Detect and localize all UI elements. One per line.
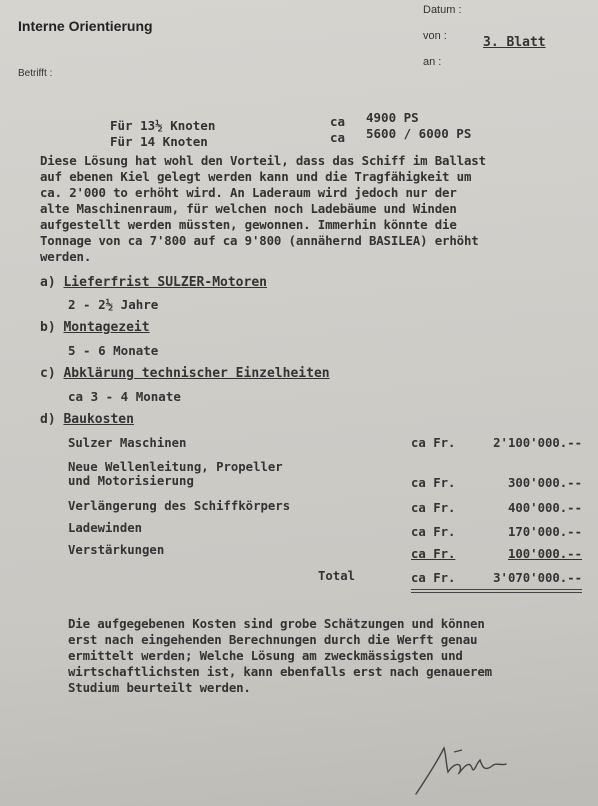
section-value: 2 - 2½ Jahre — [68, 297, 159, 312]
form-title: Interne Orientierung — [18, 18, 153, 34]
paragraph-line: werden. — [40, 249, 92, 264]
speed-ca: ca — [330, 114, 346, 129]
cost-label-cont: und Motorisierung — [68, 474, 194, 488]
page-number: 3. Blatt — [483, 35, 546, 50]
closing-line: erst nach eingehenden Berechnungen durch die Werft genau — [68, 632, 478, 647]
section-d-heading — [40, 412, 134, 427]
section-b-heading — [40, 320, 150, 335]
closing-line: Die aufgegebenen Kosten sind grobe Schätzungen und können — [68, 616, 485, 631]
cost-amount: 300'000.-- — [507, 476, 582, 490]
handwritten-signature — [410, 742, 520, 802]
closing-line: ermittelt werden; Welche Lösung am zweckmässigsten und — [68, 648, 463, 663]
total-amount: 3'070'000.-- — [493, 571, 582, 585]
section-value: 5 - 6 Monate — [68, 343, 159, 358]
cost-label: Verstärkungen — [68, 543, 165, 557]
betrifft-label: Betrifft : — [18, 68, 53, 79]
paragraph-line: Diese Lösung hat wohl den Vorteil, dass das Schiff im Ballast — [40, 153, 486, 168]
cost-label: Sulzer Maschinen — [68, 436, 187, 450]
section-letter: a) — [40, 275, 56, 290]
paragraph-line: Tonnage von ca 7'800 auf ca 9'800 (annähernd BASILEA) erhöht — [40, 233, 479, 248]
cost-label: Verlängerung des Schiffkörpers — [68, 499, 291, 513]
cost-amount: 170'000.-- — [507, 525, 582, 539]
cost-label: Ladewinden — [68, 521, 143, 535]
cost-currency: ca Fr. — [411, 501, 456, 515]
speed-power: 4900 PS — [366, 110, 419, 125]
section-letter: c) — [40, 366, 56, 381]
cost-currency: ca Fr. — [411, 547, 456, 561]
section-title: Lieferfrist SULZER-Motoren — [63, 275, 267, 290]
closing-line: wirtschaftlichsten ist, kann ebenfalls erst nach genauerem — [68, 664, 492, 679]
total-currency: ca Fr. — [411, 571, 456, 585]
closing-line: Studium beurteilt werden. — [68, 680, 251, 695]
an-label: an : — [423, 56, 442, 68]
speed-label: Für 14 Knoten — [110, 134, 208, 149]
section-letter: d) — [40, 412, 56, 427]
cost-currency: ca Fr. — [411, 476, 456, 490]
section-title: Baukosten — [63, 412, 134, 427]
paragraph-line: ca. 2'000 to erhöht wird. An Laderaum wird jedoch nur der — [40, 185, 457, 200]
datum-label: Datum : — [423, 4, 462, 16]
speed-label: Für 13½ Knoten — [110, 118, 216, 133]
cost-amount: 2'100'000.-- — [493, 436, 582, 450]
total-double-rule — [411, 589, 582, 593]
cost-amount: 400'000.-- — [507, 501, 582, 515]
cost-currency: ca Fr. — [411, 436, 456, 450]
speed-power: 5600 / 6000 PS — [366, 126, 472, 141]
total-label: Total — [318, 569, 356, 583]
section-title: Abklärung technischer Einzelheiten — [63, 366, 330, 381]
von-label: von : — [423, 30, 447, 42]
cost-currency: ca Fr. — [411, 525, 456, 539]
paragraph-line: aufgestellt werden müssten, gewonnen. Immerhin könnte die — [40, 217, 457, 232]
cost-amount: 100'000.-- — [507, 547, 582, 561]
section-value: ca 3 - 4 Monate — [68, 389, 181, 404]
speed-ca: ca — [330, 130, 346, 145]
paragraph-line: auf ebenen Kiel gelegt werden kann und die Tragfähigkeit um — [40, 169, 472, 184]
section-letter: b) — [40, 320, 56, 335]
paragraph-line: alte Maschinenraum, für welchen noch Ladebäume und Winden — [40, 201, 457, 216]
section-title: Montagezeit — [63, 320, 150, 335]
cost-label: Neue Wellenleitung, Propeller — [68, 460, 283, 474]
section-a-heading — [40, 275, 267, 290]
section-c-heading — [40, 366, 330, 381]
